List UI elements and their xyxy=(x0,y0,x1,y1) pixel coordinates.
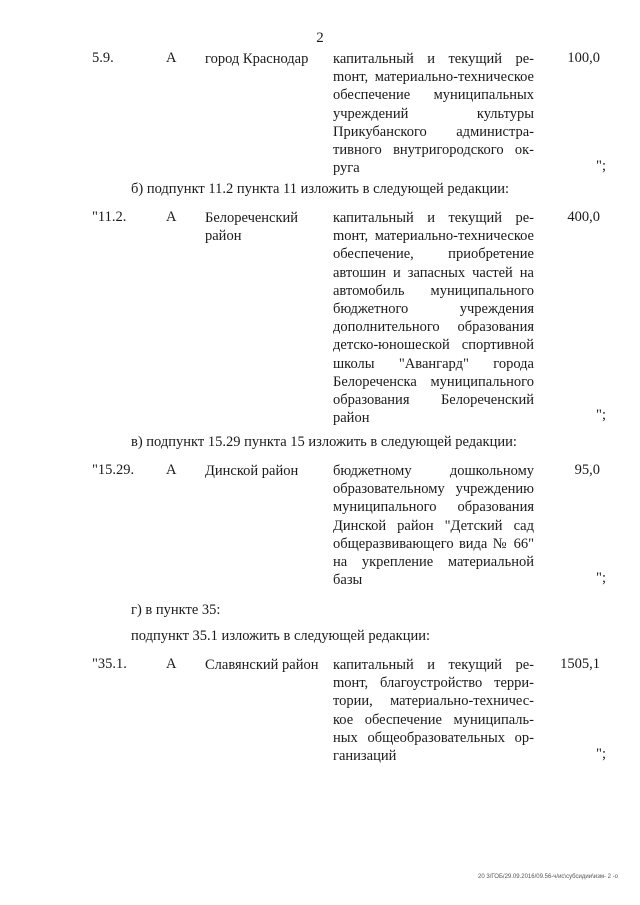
document-footer: 20 3/ГОБ/29.09.2016/09.56-ч/ис\субсидии\изм- 2 -о xyxy=(478,874,618,880)
instruction-text: в) подпункт 15.29 пункта 15 изложить в следующей редакции: xyxy=(131,434,517,450)
instruction-text: г) в пункте 35: xyxy=(131,602,221,618)
item-number: 5.9. xyxy=(92,50,114,66)
item-number: "35.1. xyxy=(92,656,127,672)
item-region: город Краснодар xyxy=(205,51,309,67)
item-amount: 95,0 xyxy=(574,462,600,478)
item-description: капитальный и текущий реmонт, благоустройство территории, материально-техническое обеспечение муниципальных общеобразовательных организаций xyxy=(333,657,534,765)
item-amount: 1505,1 xyxy=(560,656,600,672)
item-letter: А xyxy=(166,50,177,66)
item-amount: 100,0 xyxy=(567,50,600,66)
row-closing-quote: "; xyxy=(596,407,606,423)
row-closing-quote: "; xyxy=(596,746,606,762)
instruction-text: б) подпункт 11.2 пункта 11 изложить в следующей редакции: xyxy=(131,181,510,197)
page-number: 2 xyxy=(316,30,324,46)
item-letter: А xyxy=(166,209,177,225)
row-closing-quote: "; xyxy=(596,158,606,174)
item-letter: А xyxy=(166,462,177,478)
item-number: "15.29. xyxy=(92,462,135,478)
item-number: "11.2. xyxy=(92,209,127,225)
item-region: Белореченский район xyxy=(205,210,299,244)
item-letter: А xyxy=(166,656,177,672)
item-description: бюджетному дошкольному образовательному учреждению муниципального образования Динской район "Детский сад общеразвивающего вида № 66" на укрепление материальной базы xyxy=(333,463,534,589)
row-closing-quote: "; xyxy=(596,570,606,586)
item-description: капитальный и текущий реmонт, материально-техническое обеспечение, приобретение автошин и запасных частей на автомобиль муниципального бюджетного учреждения дополнительного образования детско-юношеской спортивной школы "Авангард" города Белореченска муниципального образования Белореченский район xyxy=(333,210,534,427)
item-region: Динской район xyxy=(205,463,299,479)
item-description: капитальный и текущий реmонт, материально-техническое обеспечение муниципальных учреждений культуры Прикубанского административного внутригородского округа xyxy=(333,51,534,177)
instruction-text: подпункт 35.1 изложить в следующей редакции: xyxy=(131,628,431,644)
item-amount: 400,0 xyxy=(567,209,600,225)
item-region: Славянский район xyxy=(205,657,319,673)
